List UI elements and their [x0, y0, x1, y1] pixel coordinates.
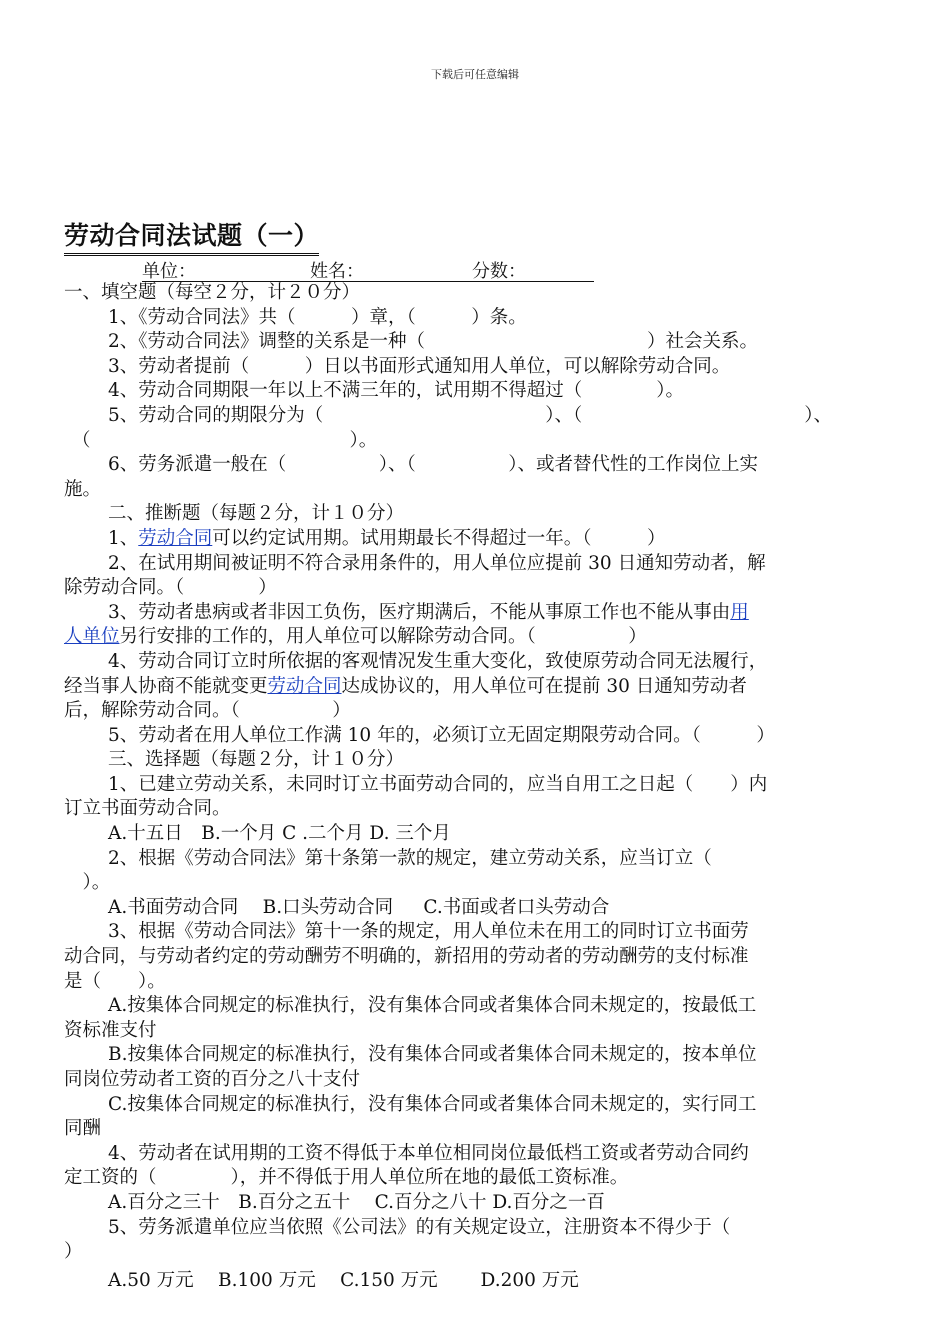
s1-question-6-cont: 施。 [64, 478, 102, 500]
s3-question-3-cont: 动合同，与劳动者约定的劳动酬劳不明确的，新招用的劳动者的劳动酬劳的支付标准 [64, 946, 749, 968]
s1-question-6: 6、劳务派遣一般在（ ）、（ ）、或者替代性的工作岗位上实 [108, 454, 759, 476]
header-note: 下载后可任意编辑 [431, 68, 519, 81]
s3-q3-option-b-cont: 同岗位劳动者工资的百分之八十支付 [64, 1069, 361, 1090]
s2-question-2-cont: 除劳动合同。（ ） [64, 577, 277, 599]
s2-question-2: 2、在试用期间被证明不符合录用条件的，用人单位应提前 30 日通知劳动者，解 [108, 552, 766, 574]
s3-question-5: 5、劳务派遣单位应当依照《公司法》的有关规定设立，注册资本不得少于（ [108, 1216, 731, 1238]
s2-question-4: 4、劳动合同订立时所依据的客观情况发生重大变化，致使原劳动合同无法履行， [108, 650, 768, 672]
score-label: 分数： [472, 261, 526, 282]
s3-q3-option-c: C.按集体合同规定的标准执行，没有集体合同或者集体合同未规定的，实行同工 [108, 1093, 757, 1115]
s2-question-4-end: 后，解除劳动合同。（ ） [64, 700, 351, 722]
s3-question-2-cont: ）。 [64, 872, 111, 894]
unit-label: 单位： [142, 261, 196, 282]
s3-q3-option-a: A.按集体合同规定的标准执行，没有集体合同或者集体合同未规定的，按最低工 [108, 995, 757, 1017]
s3-question-2: 2、根据《劳动合同法》第十条第一款的规定，建立劳动关系，应当订立（ [108, 847, 712, 869]
s3-question-4-cont: 定工资的（ ），并不得低于用人单位所在地的最低工资标准。 [64, 1167, 629, 1189]
s1-question-1: 1、《劳动合同法》共（ ）章，（ ）条。 [108, 306, 527, 328]
name-label: 姓名： [310, 261, 364, 282]
s3-question-4-options: A.百分之三十 B.百分之五十 C.百分之八十 D.百分之一百 [108, 1191, 605, 1213]
s3-q3-option-a-cont: 资标准支付 [64, 1019, 157, 1041]
s1-question-4: 4、劳动合同期限一年以上不满三年的，试用期不得超过（ ）。 [108, 380, 685, 402]
s2-q1-text: 可以约定试用期。试用期最长不得超过一年。（ ） [212, 527, 666, 549]
s3-q3-option-c-cont: 同酬 [64, 1118, 102, 1140]
employer-link-cont[interactable]: 人单位 [64, 626, 120, 648]
s2-question-3 [64, 601, 892, 626]
s3-question-5-options: A.50 万元 B.100 万元 C.150 万元 D.200 万元 [108, 1269, 579, 1291]
s1-question-5: 5、劳动合同的期限分为（ ）、（ ）、 [108, 404, 833, 426]
s1-question-2: 2、《劳动合同法》调整的关系是一种（ ）社会关系。 [108, 331, 759, 353]
section3-heading: 三、选择题（每题２分，计１０分） [108, 749, 405, 771]
s3-question-1-options: A.十五日 B.一个月 C .二个月 D. 三个月 [108, 823, 451, 845]
labor-contract-link-2[interactable]: 劳动合同 [267, 675, 342, 697]
info-line [142, 257, 594, 282]
s3-question-3: 3、根据《劳动合同法》第十一条的规定，用人单位未在用工的同时订立书面劳 [108, 921, 749, 943]
s2-q4-text: 经当事人协商不能就变更 [64, 675, 268, 697]
s3-question-1: 1、已建立劳动关系，未同时订立书面劳动合同的，应当自用工之日起（ ）内 [108, 773, 768, 795]
s2-q4-text-2: 达成协议的，用人单位可在提前 30 日通知劳动者 [341, 675, 747, 697]
employer-link[interactable]: 用 [730, 601, 749, 623]
s3-question-2-options: A.书面劳动合同 B.口头劳动合同 C.书面或者口头劳动合 [108, 896, 610, 918]
s3-question-3-end: 是（ ）。 [64, 970, 166, 992]
s2-q3-text: 3、劳动者患病或者非因工负伤，医疗期满后，不能从事原工作也不能从事由 [108, 601, 731, 623]
s3-q3-option-b: B.按集体合同规定的标准执行，没有集体合同或者集体合同未规定的，按本单位 [108, 1044, 757, 1066]
exam-content [64, 281, 892, 1293]
s2-question-4-cont [64, 675, 892, 700]
s2-question-5: 5、劳动者在用人单位工作满 10 年的，必须订立无固定期限劳动合同。（ ） [108, 724, 775, 746]
s3-question-1-cont: 订立书面劳动合同。 [64, 798, 231, 820]
labor-contract-link[interactable]: 劳动合同 [138, 527, 213, 549]
page-title: 劳动合同法试题（一） [64, 216, 319, 256]
s2-q1-prefix: 1、 [108, 527, 139, 549]
s1-question-5-cont: （ ）。 [72, 429, 378, 451]
section2-heading: 二、推断题（每题２分，计１０分） [108, 503, 405, 525]
s1-question-3: 3、劳动者提前（ ）日以书面形式通知用人单位，可以解除劳动合同。 [108, 355, 731, 377]
s2-q3-text-cont: 另行安排的工作的，用人单位可以解除劳动合同。（ ） [119, 626, 647, 648]
s2-question-1 [64, 527, 892, 552]
section1-heading: 一、填空题（每空２分，计２０分） [64, 282, 361, 303]
s3-question-4: 4、劳动者在试用期的工资不得低于本单位相同岗位最低档工资或者劳动合同约 [108, 1142, 749, 1164]
s3-question-5-cont: ） [64, 1241, 83, 1263]
s2-question-3-cont [64, 625, 892, 650]
